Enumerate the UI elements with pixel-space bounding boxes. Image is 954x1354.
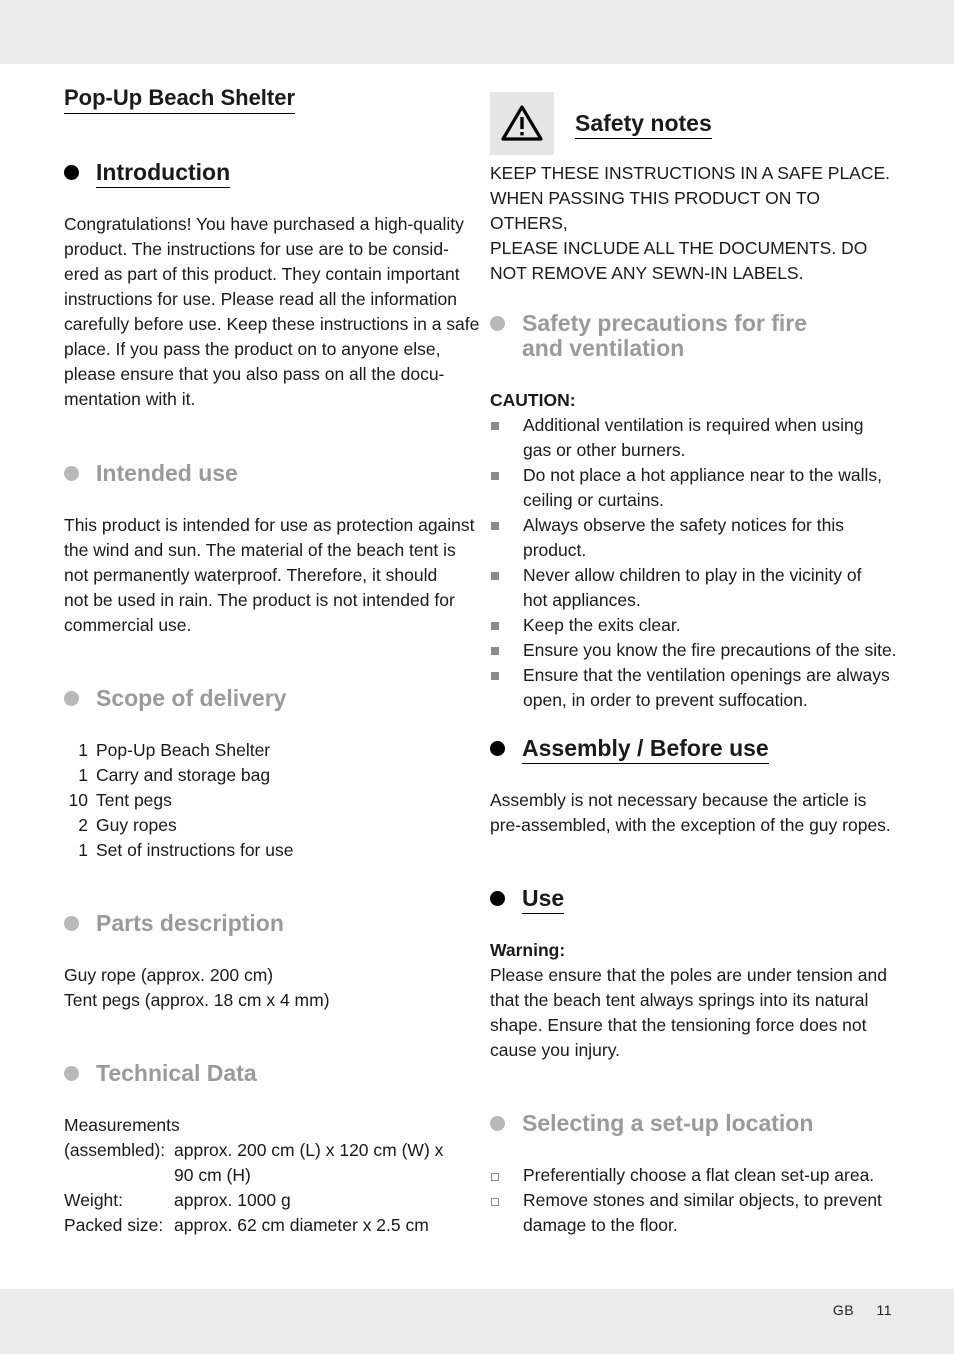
bullet-dot-icon (490, 741, 505, 756)
bullet-dot-icon (490, 1116, 505, 1131)
list-item: 1 Carry and storage bag (78, 765, 271, 785)
heading-intended-use: Intended use (64, 461, 238, 486)
heading-safety-notes: Safety notes (575, 110, 712, 139)
heading-introduction: Introduction (64, 160, 230, 188)
heading-assembly: Assembly / Before use (490, 736, 769, 764)
set-up-location-list (490, 1163, 900, 1238)
bullet-dot-icon (64, 691, 79, 706)
technical-data-table: Measurements (assembled): approx. 200 cm (L) x 120 cm (W) x 90 cm (H) Weight: approx. 1000 g Packed size: approx. 62 cm diameter x 2.5 cm (64, 1113, 474, 1238)
list-item: Remove stones and similar objects, to prevent damage to the floor. (490, 1188, 900, 1238)
list-item: Do not place a hot appliance near to the walls, ceiling or curtains. (490, 463, 900, 513)
list-item: Additional ventilation is required when using gas or other burners. (490, 413, 900, 463)
list-item: Always observe the safety notices for this product. (490, 513, 900, 563)
bullet-dot-icon (64, 1066, 79, 1081)
list-item: 1 Pop-Up Beach Shelter (78, 740, 271, 760)
list-item: Ensure you know the fire precautions of the site. (490, 638, 900, 663)
heading-use: Use (490, 886, 564, 914)
page-footer (815, 1298, 892, 1323)
heading-technical-data: Technical Data (64, 1061, 257, 1086)
list-item: Ensure that the ventilation openings are always open, in order to prevent suffocation. (490, 663, 900, 713)
table-row: Packed size: approx. 62 cm diameter x 2.5 cm (64, 1215, 429, 1235)
list-item: 1 Set of instructions for use (78, 840, 294, 860)
list-item: Keep the exits clear. (490, 613, 900, 638)
heading-set-up-location: Selecting a set-up location (490, 1111, 813, 1136)
list-item: Never allow children to play in the vicinity of hot appliances. (490, 563, 900, 613)
bullet-dot-icon (64, 466, 79, 481)
list-item: 10 Tent pegs (68, 790, 172, 810)
introduction-text: Congratulations! You have purchased a high-quality product. The instructions for use are to be consid- ered as part of this product. They contain important instructions for use. Please read all the information carefully before use. Keep these instructions in a safe place. If you pass the product on to anyone else, please ensure that you also pass on all the docu- mentation with it. (64, 214, 480, 409)
table-row: Weight: approx. 1000 g (64, 1190, 291, 1210)
table-row: (assembled): approx. 200 cm (L) x 120 cm (W) x (64, 1140, 444, 1160)
list-item: Preferentially choose a flat clean set-up area. (490, 1163, 900, 1188)
fire-precautions-list (490, 413, 900, 713)
bullet-dot-icon (490, 316, 505, 331)
heading-fire-ventilation: Safety precautions for fire and ventilation (490, 311, 807, 361)
bullet-dot-icon (490, 891, 505, 906)
heading-scope-of-delivery: Scope of delivery (64, 686, 286, 711)
warning-icon-box (490, 92, 554, 155)
use-text: Please ensure that the poles are under tension and that the beach tent always springs into its natural shape. Ensure that the tensioning force does not cause you injury. (490, 965, 887, 1060)
intended-use-text: This product is intended for use as protection against the wind and sun. The material of the beach tent is not permanently waterproof. Therefore, it should not be used in rain. The product is not intended for commercial use. (64, 515, 475, 635)
parts-text: Guy rope (approx. 200 cm) Tent pegs (approx. 18 cm x 4 mm) (64, 965, 330, 1010)
bullet-dot-icon (64, 916, 79, 931)
warning-triangle-icon (500, 104, 544, 142)
table-row: 90 cm (H) (174, 1165, 251, 1185)
caution-label: CAUTION: (490, 390, 576, 410)
top-band (0, 0, 954, 64)
warning-label: Warning: (490, 940, 566, 960)
assembly-text: Assembly is not necessary because the article is pre-assembled, with the exception of the guy ropes. (490, 790, 891, 835)
bottom-band (0, 1289, 954, 1354)
footer-language: GB (832, 1302, 855, 1318)
scope-list (64, 738, 464, 863)
document-title: Pop-Up Beach Shelter (64, 84, 295, 114)
list-item: 2 Guy ropes (78, 815, 177, 835)
heading-parts-description: Parts description (64, 911, 284, 936)
page-number: 11 (876, 1302, 892, 1318)
safety-notes-text: KEEP THESE INSTRUCTIONS IN A SAFE PLACE. WHEN PASSING THIS PRODUCT ON TO OTHERS, PLEASE INCLUDE ALL THE DOCUMENTS. DO NOT REMOVE ANY SEWN-IN LABELS. (490, 163, 891, 283)
bullet-dot-icon (64, 165, 79, 180)
